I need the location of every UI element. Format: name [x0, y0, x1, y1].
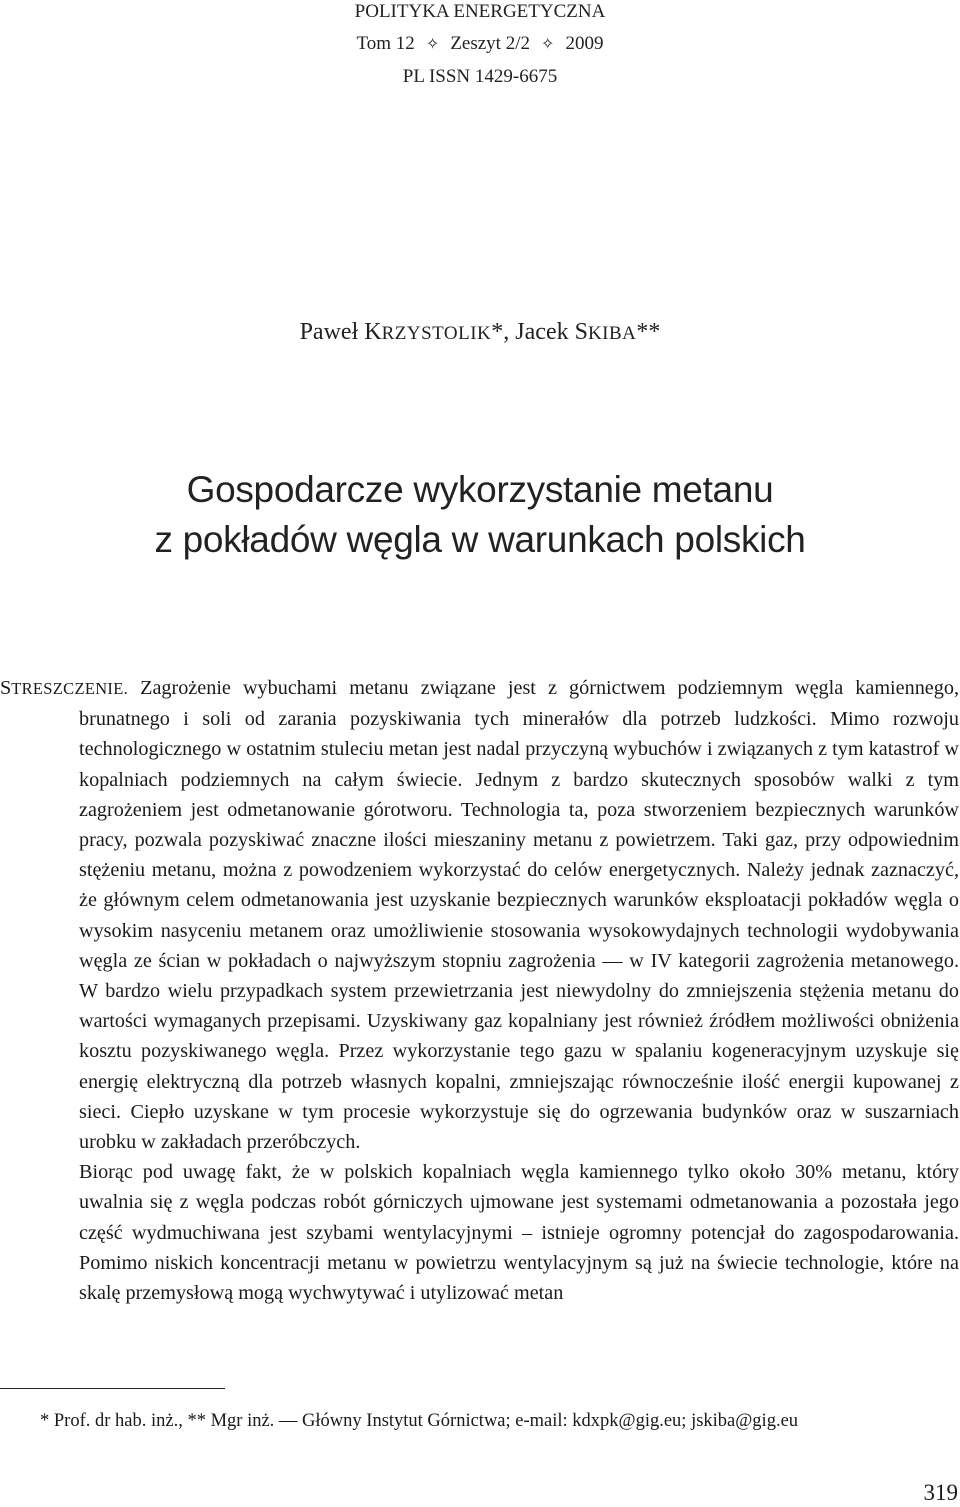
article-title — [0, 465, 960, 565]
abstract-label-initial: S — [0, 677, 12, 699]
author-2-surname-rest: KIBA — [587, 323, 637, 344]
title-line-2: z pokładów węgla w warunkach polskich — [154, 519, 806, 560]
abstract-label-rest: TRESZCZENIE. — [11, 679, 129, 698]
issue: Zeszyt 2/2 — [450, 33, 530, 54]
abstract-paragraph-1-text: Zagrożenie wybuchami metanu związane jest z górnictwem podziemnym węgla kamiennego, brunatnego i soli od zarania pozyskiwania tych minerałów dla potrzeb ludzkości. Mimo rozwoju technologicznego w ostatnim stuleciu metan jest nadal przyczyną wybuchów i związanych z tym katastrof w kopalniach podziemnych na całym świecie. Jednym z bardzo skutecznych sposobów walki z tym zagrożeniem jest odmetanowanie górotworu. Technologia ta, poza stworzeniem bezpiecznych warunków pracy, pozwala pozyskiwać znaczne ilości mieszaniny metanu z powietrzem. Taki gaz, przy odpowiednim stężeniu metanu, można z powodzeniem wykorzystać do celów energetycznych. Należy jednak zaznaczyć, że głównym celem odmetanowania jest uzyskanie bezpiecznych warunków eksploatacji pokładów węgla o wysokim nasyceniu metanem oraz umożliwienie stosowania wysokowydajnych technologii wydobywania węgla ze ścian w pokładach o najwyższym stopniu zagrożenia — w IV kategorii zagrożenia metanowego. W bardzo wielu przypadkach system przewietrzania jest niewydolny do zmniejszenia stężenia metanu do wartości wymaganych przepisami. Uzyskiwany gaz kopalniany jest również źródłem możliwości obniżenia kosztu pozyskiwanego węgla. Przez wykorzystanie tego gazu w spalaniu kogeneracyjnym uzyskuje się energię elektryczną dla potrzeb własnych kopalni, zmniejszając równocześnie ilość energii kupowanej z sieci. Ciepło uzyskane w tym procesie wykorzystuje się do ogrzewania budynków oraz w suszarniach urobku w zakładach przeróbczych. — [79, 677, 959, 1154]
journal-name: POLITYKA ENERGETYCZNA — [354, 1, 606, 22]
author-2-surname-initial: S — [574, 319, 588, 345]
abstract-paragraph-2: Biorąc pod uwagę fakt, że w polskich kopalniach węgla kamiennego tylko około 30% metanu, który uwalnia się z węgla podczas robót górniczych ujmowane jest systemami odmetanowania a pozostała jego część wydmuchiwana jest szybami wentylacyjnymi – istnieje ogromny potencjał do zagospodarowania. Pomimo niskich koncentracji metanu w powietrzu wentylacyjnym są już na świecie technologie, które na skalę przemysłową mogą wychwytywać i utylizować metan — [79, 1161, 959, 1305]
year: 2009 — [565, 33, 604, 54]
abstract — [0, 673, 959, 1308]
separator-icon: ✧ — [425, 36, 440, 53]
footnote-rule — [0, 1388, 225, 1389]
title-line-1: Gospodarcze wykorzystanie metanu — [186, 469, 774, 510]
author-2-mark: ** — [636, 319, 661, 345]
page-number: 319 — [923, 1480, 958, 1505]
issn: PL ISSN 1429-6675 — [402, 66, 558, 87]
author-1-firstname: Paweł — [299, 319, 365, 345]
volume: Tom 12 — [356, 33, 415, 54]
abstract-paragraph-1 — [0, 673, 959, 1157]
footnote: * Prof. dr hab. inż., ** Mgr inż. — Główny Instytut Górnictwa; e-mail: kdxpk@gig.eu; jskiba@gig.eu — [40, 1411, 799, 1431]
author-1-surname-rest: RZYSTOLIK — [381, 323, 492, 344]
separator-icon: ✧ — [541, 36, 555, 53]
author-1-surname-initial: K — [364, 319, 382, 345]
author-2-firstname: Jacek — [515, 319, 575, 345]
authors-line — [0, 317, 960, 349]
issue-info — [0, 32, 960, 57]
author-1-mark: *, — [491, 319, 516, 345]
